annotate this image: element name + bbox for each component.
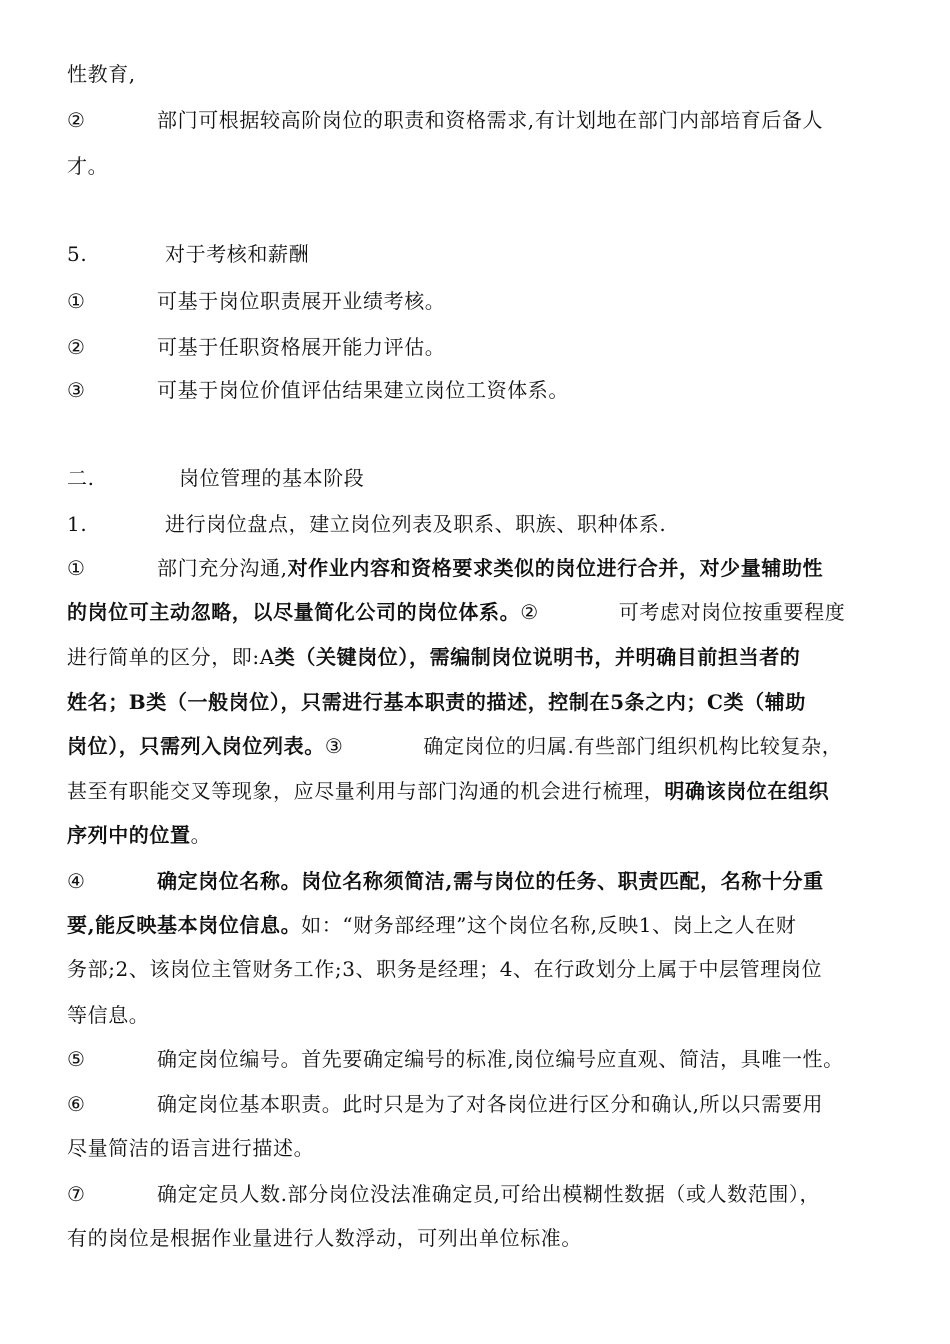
paragraph-line [67,1134,314,1162]
list-marker: ⑤ [67,1047,86,1071]
list-item-text: 可基于任职资格展开能力评估。 [157,335,446,359]
list-marker: ④ [67,869,86,893]
list-item [67,1090,823,1118]
paragraph-line [67,598,845,626]
list-item [67,376,569,404]
bold-text: 类（关键岗位），需编制岗位说明书，并明确目前担当者的 [274,645,801,669]
chapter-title: 岗位管理的基本阶段 [179,466,365,490]
section-number: 1. [67,512,88,536]
list-item [67,333,445,361]
text: 如：“财务部经理”这个岗位名称,反映1、岗上之人在财 [301,913,797,937]
list-item-text: 可考虑对岗位按重要程度 [618,600,846,624]
list-item-text: 确定定员人数.部分岗位没法准确定员,可给出模糊性数据（或人数范围）， [157,1182,821,1206]
paragraph-line [67,643,800,671]
chapter-number: 二. [67,466,95,490]
list-item [67,1045,844,1073]
paragraph-line [67,688,806,716]
list-marker: ② [520,600,539,624]
chapter-heading [67,464,364,492]
bold-text: 序列中的位置 [67,823,191,847]
list-marker: ② [67,108,86,132]
list-item-text: 部门可根据较高阶岗位的职责和资格需求,有计划地在部门内部培育后备人 [157,108,824,132]
list-item-text: 确定岗位编号。首先要确定编号的标准,岗位编号应直观、简洁，具唯一性。 [157,1047,844,1071]
list-marker: ① [67,556,86,580]
list-item [67,1180,820,1208]
bold-text: 的岗位可主动忽略，以尽量简化公司的岗位体系。 [67,600,521,624]
paragraph-line [67,152,108,180]
list-item [67,554,823,582]
bold-text: 姓名；B类（一般岗位），只需进行基本职责的描述，控制在5条之内；C类（辅助 [67,690,806,714]
paragraph-line [67,955,822,983]
text: 尽量简洁的语言进行描述。 [67,1136,315,1160]
text: 有的岗位是根据作业量进行人数浮动，可列出单位标准。 [67,1226,582,1250]
bold-text: 要,能反映基本岗位信息。 [67,913,302,937]
text: 进行简单的区分，即:A [67,645,275,669]
list-item [67,106,823,134]
text: 甚至有职能交叉等现象，应尽量利用与部门沟通的机会进行梳理， [67,779,665,803]
section-heading [67,510,666,538]
list-marker: ③ [324,734,344,758]
list-marker: ③ [67,378,86,402]
list-marker: ⑦ [67,1182,86,1206]
list-item-text: 可基于岗位价值评估结果建立岗位工资体系。 [157,378,569,402]
paragraph-line [67,777,829,805]
section-title: 进行岗位盘点，建立岗位列表及职系、职族、职种体系. [165,512,667,536]
section-title: 对于考核和薪酬 [165,242,310,266]
text: 务部;2、该岗位主管财务工作;3、职务是经理；4、在行政划分上属于中层管理岗位 [67,957,823,981]
paragraph-line [67,911,796,939]
paragraph-line [67,60,136,88]
text: 。 [190,823,212,847]
list-marker: ① [67,289,86,313]
list-item [67,867,824,895]
list-item-text: 确定岗位的归属.有些部门组织机构比较复杂， [423,734,843,758]
list-marker: ⑥ [67,1092,86,1116]
text: 性教育, [67,62,136,86]
list-item-text: 可基于岗位职责展开业绩考核。 [157,289,446,313]
section-heading [67,240,309,268]
list-item-text: 确定岗位基本职责。此时只是为了对各岗位进行区分和确认,所以只需要用 [157,1092,824,1116]
paragraph-line [67,1001,149,1029]
section-number: 5. [67,242,88,266]
list-marker: ② [67,335,86,359]
text: 才。 [67,154,109,178]
list-item-bold-text: 确定岗位名称。岗位名称须简洁,需与岗位的任务、职责匹配，名称十分重 [157,869,824,893]
paragraph-line [67,732,842,760]
paragraph-line [67,821,211,849]
list-item [67,287,445,315]
text: 等信息。 [67,1003,150,1027]
paragraph-line [67,1224,582,1252]
bold-text: 岗位），只需列入岗位列表。 [67,734,325,758]
list-item-text: 部门充分沟通, [157,556,288,580]
bold-text: 明确该岗位在组织 [664,779,830,803]
list-item-bold-text: 对作业内容和资格要求类似的岗位进行合并，对少量辅助性 [287,556,824,580]
